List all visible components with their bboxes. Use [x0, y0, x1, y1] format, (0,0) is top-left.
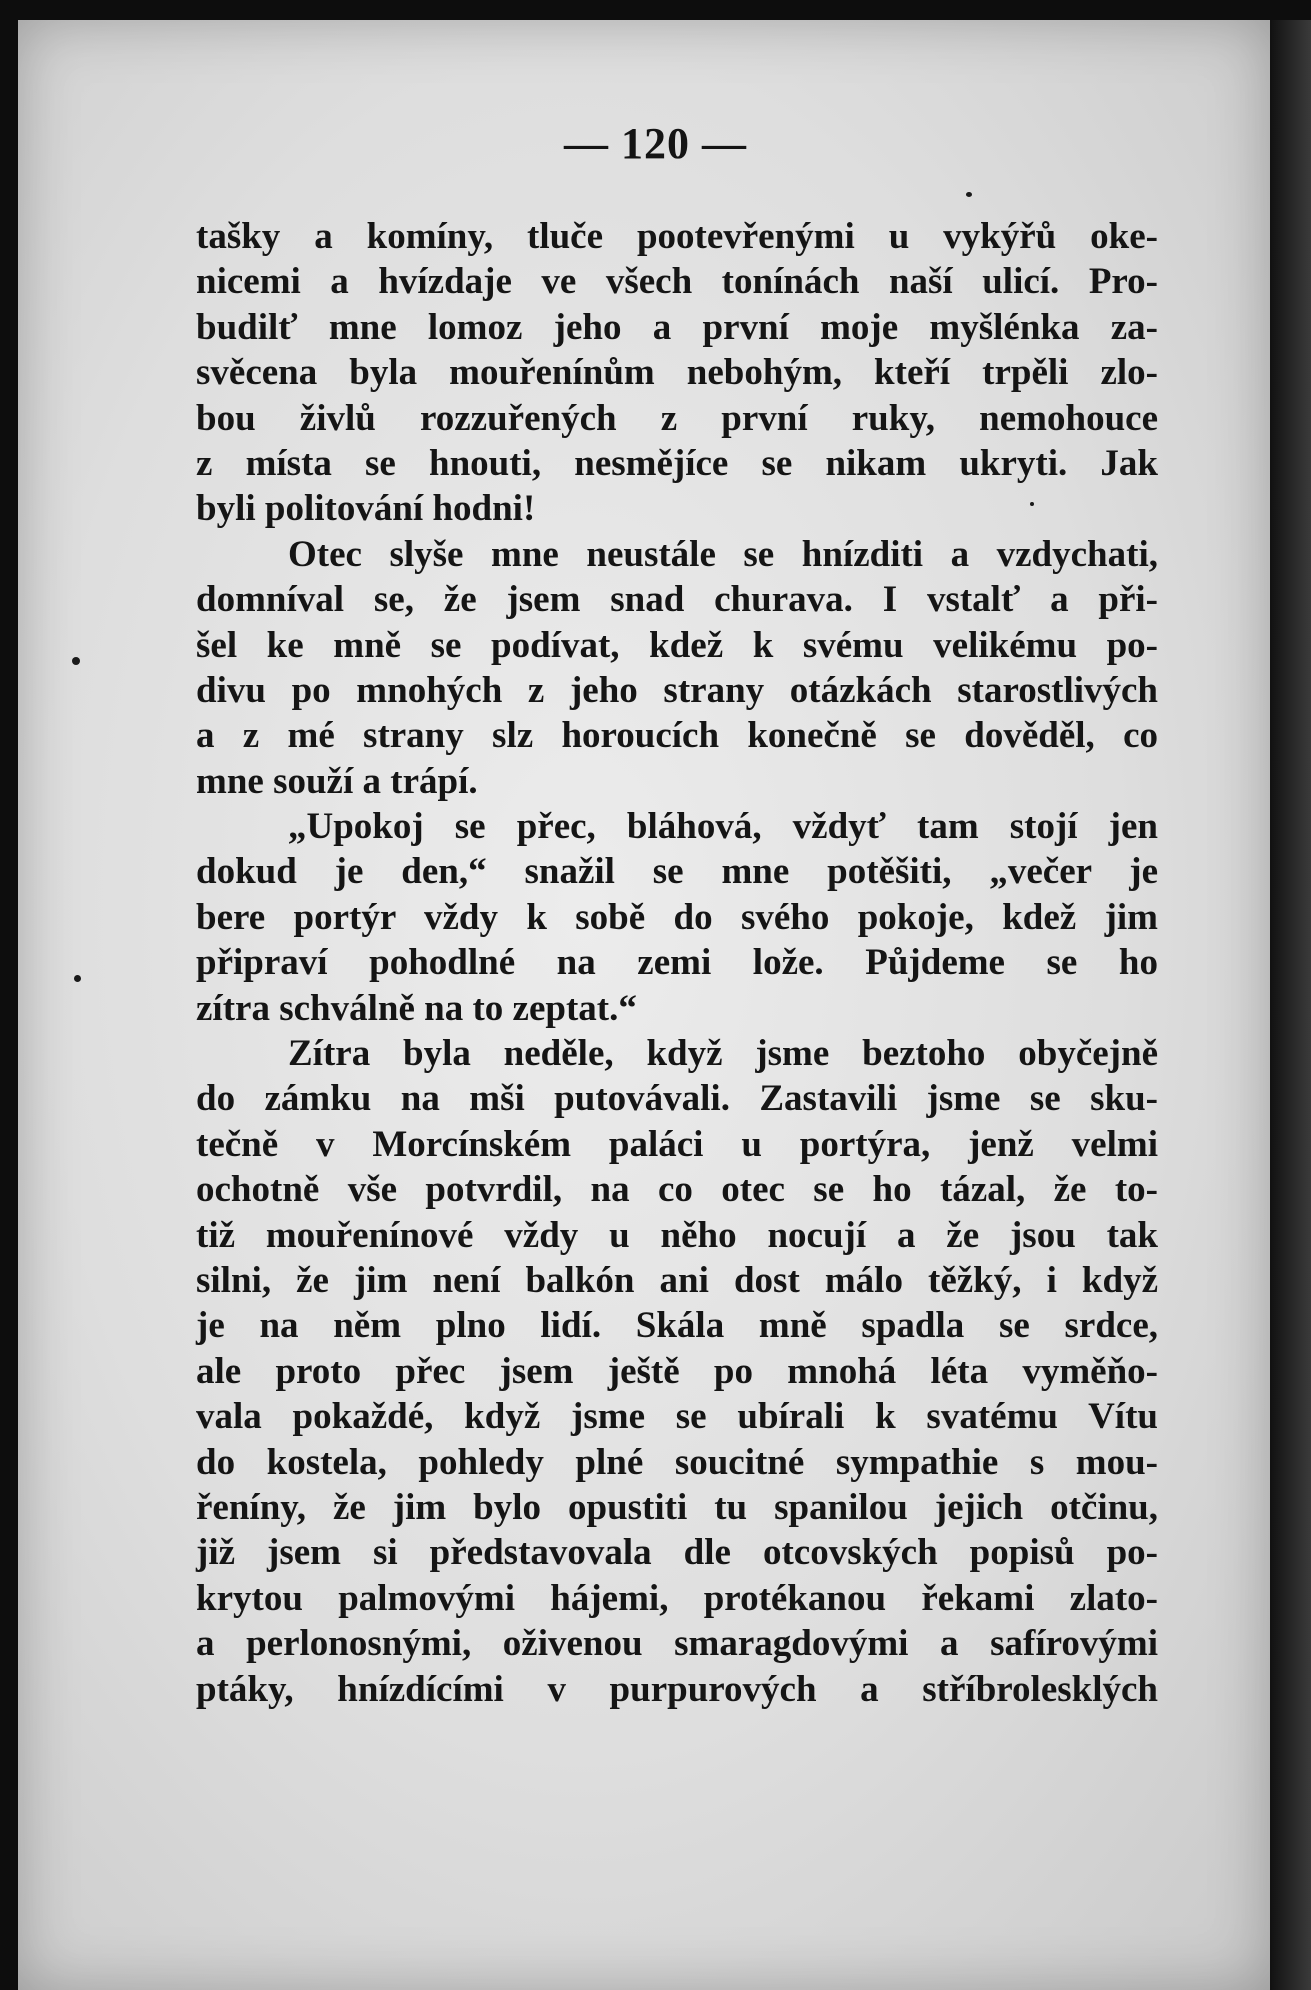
text-line: z místa se hnouti, nesmějíce se nikam ukryti. Jak	[196, 442, 1158, 484]
text-line: a z mé strany slz horoucích konečně se dověděl, co	[196, 715, 1158, 757]
text-line: Otec slyše mne neustále se hnízditi a vzdychati,	[288, 533, 1158, 575]
text-line: šel ke mně se podívat, kdež k svému velikému po-	[196, 624, 1158, 666]
text-line: silni, že jim není balkón ani dost málo těžký, i když	[196, 1259, 1158, 1301]
text-line: řeníny, že jim bylo opustiti tu spanilou jejich otčinu,	[196, 1486, 1158, 1528]
body-text	[196, 214, 1158, 1712]
page-edge-shadow	[1270, 20, 1311, 1990]
margin-dot	[966, 192, 972, 197]
text-line: ptáky, hnízdícími v purpurových a stříbrolesklých	[196, 1668, 1158, 1710]
text-line: krytou palmovými hájemi, protékanou řekami zlato-	[196, 1577, 1158, 1619]
margin-dot	[72, 657, 80, 665]
text-line: tečně v Morcínském paláci u portýra, jenž velmi	[196, 1123, 1158, 1165]
text-line: již jsem si představovala dle otcovských popisů po-	[196, 1532, 1158, 1574]
text-line: dokud je den,“ snažil se mne potěšiti, „večer je	[196, 851, 1158, 893]
text-line: nicemi a hvízdaje ve všech tonínách naší ulicí. Pro-	[196, 261, 1158, 303]
text-line: mne souží a trápí.	[196, 760, 478, 802]
text-line: a perlonosnými, oživenou smaragdovými a safírovými	[196, 1623, 1158, 1665]
text-line: připraví pohodlné na zemi lože. Půjdeme se ho	[196, 942, 1158, 984]
text-line: tiž mouřenínové vždy u něho nocují a že jsou tak	[196, 1214, 1158, 1256]
text-line: domníval se, že jsem snad churava. I vstalť a při-	[196, 579, 1158, 621]
text-line: tašky a komíny, tluče pootevřenými u vykýřů oke-	[196, 216, 1158, 257]
margin-dot	[74, 975, 81, 982]
text-line: budilť mne lomoz jeho a první moje myšlénka za-	[196, 306, 1158, 348]
text-line: ale proto přec jsem ještě po mnohá léta vyměňo-	[196, 1350, 1158, 1392]
text-line: divu po mnohých z jeho strany otázkách starostlivých	[196, 669, 1158, 711]
text-line: „Upokoj se přec, bláhová, vždyť tam stojí jen	[288, 806, 1158, 848]
text-line: svěcena byla mouřenínům nebohým, kteří trpěli zlo-	[196, 352, 1158, 394]
text-line: ochotně vše potvrdil, na co otec se ho tázal, že to-	[196, 1169, 1158, 1211]
text-line: bou živlů rozzuřených z první ruky, nemohouce	[196, 397, 1158, 439]
text-line: do zámku na mši putovávali. Zastavili jsme se sku-	[196, 1078, 1158, 1120]
page-number: — 120 —	[564, 119, 747, 168]
text-line: zítra schválně na to zeptat.“	[196, 987, 637, 1029]
text-line: do kostela, pohledy plné soucitné sympathie s mou-	[196, 1441, 1158, 1483]
text-line: vala pokaždé, když jsme se ubírali k svatému Vítu	[196, 1396, 1158, 1438]
text-line: je na něm plno lidí. Skála mně spadla se srdce,	[196, 1305, 1158, 1347]
text-line: byli politování hodni!	[196, 488, 536, 530]
text-line: bere portýr vždy k sobě do svého pokoje, kdež jim	[196, 896, 1158, 938]
text-line: Zítra byla neděle, když jsme beztoho obyčejně	[288, 1033, 1158, 1075]
